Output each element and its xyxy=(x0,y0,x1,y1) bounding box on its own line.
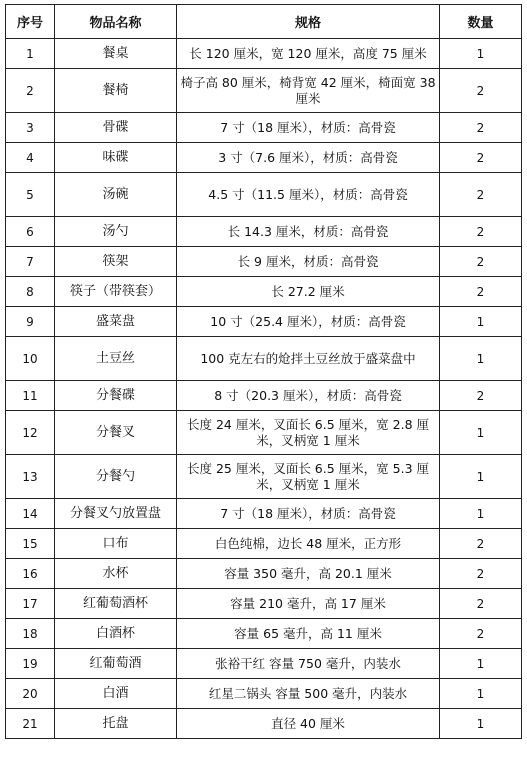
row-index-cell: 12 xyxy=(6,411,55,455)
item-name-cell: 托盘 xyxy=(55,709,177,739)
table-body xyxy=(6,39,522,739)
quantity-cell: 2 xyxy=(440,277,522,307)
quantity-cell: 1 xyxy=(440,411,522,455)
row-index-cell: 9 xyxy=(6,307,55,337)
quantity-cell: 2 xyxy=(440,173,522,217)
quantity-cell: 2 xyxy=(440,381,522,411)
row-index-cell: 15 xyxy=(6,529,55,559)
table-row xyxy=(6,559,522,589)
spec-cell: 张裕干红 容量 750 毫升，内装水 xyxy=(177,649,440,679)
row-index-cell: 16 xyxy=(6,559,55,589)
table-row xyxy=(6,247,522,277)
items-table xyxy=(5,4,522,739)
item-name-cell: 汤碗 xyxy=(55,173,177,217)
item-name-cell: 分餐叉 xyxy=(55,411,177,455)
quantity-cell: 1 xyxy=(440,307,522,337)
table-row xyxy=(6,589,522,619)
quantity-cell: 2 xyxy=(440,559,522,589)
row-index-cell: 10 xyxy=(6,337,55,381)
item-name-cell: 土豆丝 xyxy=(55,337,177,381)
row-index-cell: 17 xyxy=(6,589,55,619)
quantity-cell: 2 xyxy=(440,619,522,649)
item-name-cell: 筷子（带筷套） xyxy=(55,277,177,307)
quantity-cell: 2 xyxy=(440,247,522,277)
item-name-cell: 白酒 xyxy=(55,679,177,709)
item-name-cell: 口布 xyxy=(55,529,177,559)
spec-cell: 长 120 厘米，宽 120 厘米，高度 75 厘米 xyxy=(177,39,440,69)
spec-cell: 10 寸（25.4 厘米），材质：高骨瓷 xyxy=(177,307,440,337)
item-name-cell: 分餐叉勺放置盘 xyxy=(55,499,177,529)
quantity-cell: 1 xyxy=(440,709,522,739)
spec-cell: 直径 40 厘米 xyxy=(177,709,440,739)
spec-cell: 100 克左右的炝拌土豆丝放于盛菜盘中 xyxy=(177,337,440,381)
header-index: 序号 xyxy=(6,5,55,39)
quantity-cell: 2 xyxy=(440,143,522,173)
table-row xyxy=(6,679,522,709)
table-row xyxy=(6,39,522,69)
spec-cell: 容量 65 毫升，高 11 厘米 xyxy=(177,619,440,649)
spec-cell: 容量 350 毫升，高 20.1 厘米 xyxy=(177,559,440,589)
table-row xyxy=(6,411,522,455)
table-header xyxy=(6,5,522,39)
row-index-cell: 2 xyxy=(6,69,55,113)
quantity-cell: 2 xyxy=(440,589,522,619)
item-name-cell: 红葡萄酒杯 xyxy=(55,589,177,619)
row-index-cell: 21 xyxy=(6,709,55,739)
item-name-cell: 筷架 xyxy=(55,247,177,277)
quantity-cell: 1 xyxy=(440,499,522,529)
row-index-cell: 18 xyxy=(6,619,55,649)
item-name-cell: 汤勺 xyxy=(55,217,177,247)
item-name-cell: 盛菜盘 xyxy=(55,307,177,337)
item-name-cell: 餐椅 xyxy=(55,69,177,113)
header-row xyxy=(6,5,522,39)
row-index-cell: 14 xyxy=(6,499,55,529)
spec-cell: 长 27.2 厘米 xyxy=(177,277,440,307)
table-row xyxy=(6,529,522,559)
item-name-cell: 分餐勺 xyxy=(55,455,177,499)
quantity-cell: 2 xyxy=(440,69,522,113)
spec-cell: 红星二锅头 容量 500 毫升，内装水 xyxy=(177,679,440,709)
spec-cell: 长 9 厘米，材质：高骨瓷 xyxy=(177,247,440,277)
spec-cell: 白色纯棉，边长 48 厘米，正方形 xyxy=(177,529,440,559)
header-item-name: 物品名称 xyxy=(55,5,177,39)
quantity-cell: 2 xyxy=(440,217,522,247)
spec-cell: 7 寸（18 厘米），材质：高骨瓷 xyxy=(177,113,440,143)
quantity-cell: 1 xyxy=(440,455,522,499)
item-name-cell: 骨碟 xyxy=(55,113,177,143)
table-row xyxy=(6,709,522,739)
quantity-cell: 2 xyxy=(440,529,522,559)
spec-cell: 长 14.3 厘米，材质：高骨瓷 xyxy=(177,217,440,247)
table-row xyxy=(6,649,522,679)
item-name-cell: 白酒杯 xyxy=(55,619,177,649)
row-index-cell: 13 xyxy=(6,455,55,499)
table-row xyxy=(6,499,522,529)
header-spec: 规格 xyxy=(177,5,440,39)
row-index-cell: 5 xyxy=(6,173,55,217)
spec-cell: 容量 210 毫升，高 17 厘米 xyxy=(177,589,440,619)
quantity-cell: 2 xyxy=(440,113,522,143)
table-row xyxy=(6,337,522,381)
spec-cell: 3 寸（7.6 厘米），材质：高骨瓷 xyxy=(177,143,440,173)
table-row xyxy=(6,143,522,173)
table-row xyxy=(6,381,522,411)
quantity-cell: 1 xyxy=(440,649,522,679)
table-row xyxy=(6,277,522,307)
table-row xyxy=(6,173,522,217)
header-quantity: 数量 xyxy=(440,5,522,39)
spec-cell: 4.5 寸（11.5 厘米），材质：高骨瓷 xyxy=(177,173,440,217)
spec-cell: 长度 24 厘米，叉面长 6.5 厘米，宽 2.8 厘米，叉柄宽 1 厘米 xyxy=(177,411,440,455)
row-index-cell: 3 xyxy=(6,113,55,143)
quantity-cell: 1 xyxy=(440,39,522,69)
row-index-cell: 20 xyxy=(6,679,55,709)
quantity-cell: 1 xyxy=(440,679,522,709)
item-name-cell: 水杯 xyxy=(55,559,177,589)
table-row xyxy=(6,113,522,143)
table-row xyxy=(6,69,522,113)
spec-cell: 椅子高 80 厘米，椅背宽 42 厘米，椅面宽 38 厘米 xyxy=(177,69,440,113)
row-index-cell: 11 xyxy=(6,381,55,411)
row-index-cell: 19 xyxy=(6,649,55,679)
row-index-cell: 4 xyxy=(6,143,55,173)
item-name-cell: 红葡萄酒 xyxy=(55,649,177,679)
row-index-cell: 8 xyxy=(6,277,55,307)
row-index-cell: 7 xyxy=(6,247,55,277)
table-row xyxy=(6,307,522,337)
table-row xyxy=(6,619,522,649)
quantity-cell: 1 xyxy=(440,337,522,381)
table-row xyxy=(6,455,522,499)
item-name-cell: 味碟 xyxy=(55,143,177,173)
spec-cell: 长度 25 厘米，叉面长 6.5 厘米，宽 5.3 厘米，叉柄宽 1 厘米 xyxy=(177,455,440,499)
item-name-cell: 餐桌 xyxy=(55,39,177,69)
spec-cell: 8 寸（20.3 厘米），材质：高骨瓷 xyxy=(177,381,440,411)
spec-cell: 7 寸（18 厘米），材质：高骨瓷 xyxy=(177,499,440,529)
item-name-cell: 分餐碟 xyxy=(55,381,177,411)
row-index-cell: 6 xyxy=(6,217,55,247)
row-index-cell: 1 xyxy=(6,39,55,69)
table-row xyxy=(6,217,522,247)
